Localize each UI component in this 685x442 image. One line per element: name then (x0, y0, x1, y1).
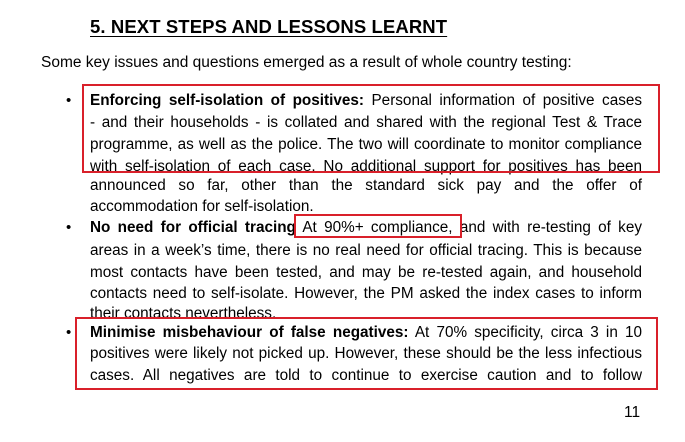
bullet-1-line-3: programme, as well as the police. The two will coordinate to monitor compliance (90, 136, 642, 153)
bullet-1-text: Personal information of positive cases (371, 92, 643, 109)
bullet-2-line-3: most contacts have been tested, and may be re-tested again, and household (90, 264, 642, 281)
bullet-marker: • (66, 92, 72, 109)
bullet-3-title: Minimise misbehaviour of false negatives: (90, 324, 409, 341)
bullet-marker: • (66, 219, 72, 236)
bullet-2-highlight: At 90%+ compliance, (302, 219, 453, 236)
bullet-2-line-4: contacts need to self-isolate. However, the PM asked the index cases to inform (90, 285, 642, 302)
page-number: 11 (624, 404, 641, 421)
bullet-2-line-5: their contacts nevertheless. (90, 305, 277, 322)
bullet-3-text: At 70% specificity, circa 3 in 10 (414, 324, 643, 341)
bullet-marker: • (66, 324, 72, 341)
bullet-1-line-6: accommodation for self-isolation. (90, 198, 314, 215)
intro-paragraph: Some key issues and questions emerged as a result of whole country testing: (41, 54, 572, 71)
section-heading: 5. NEXT STEPS AND LESSONS LEARNT (90, 16, 448, 37)
bullet-2-line-2: areas in a week’s time, there is no real need for official tracing. This is because (90, 242, 642, 259)
bullet-2-line-1 (90, 217, 642, 239)
bullet-1-title: Enforcing self-isolation of positives: (90, 92, 364, 109)
bullet-1-line-1 (90, 90, 642, 112)
bullet-1-line-4: with self-isolation of each case. No additional support for positives has been (90, 158, 642, 175)
bullet-3-line-3: cases. All negatives are told to continue to exercise caution and to follow (90, 367, 642, 384)
bullet-3-line-1 (90, 322, 642, 344)
bullet-3-line-2: positives were likely not picked up. However, these should be the less infectious (90, 345, 642, 362)
bullet-2-text: and with re-testing of key (459, 219, 642, 236)
bullet-1-line-5: announced so far, other than the standard sick pay and the offer of (90, 177, 642, 194)
bullet-2-title: No need for official tracing (90, 219, 296, 236)
bullet-1-line-2: - and their households - is collated and shared with the regional Test & Trace (90, 114, 642, 131)
